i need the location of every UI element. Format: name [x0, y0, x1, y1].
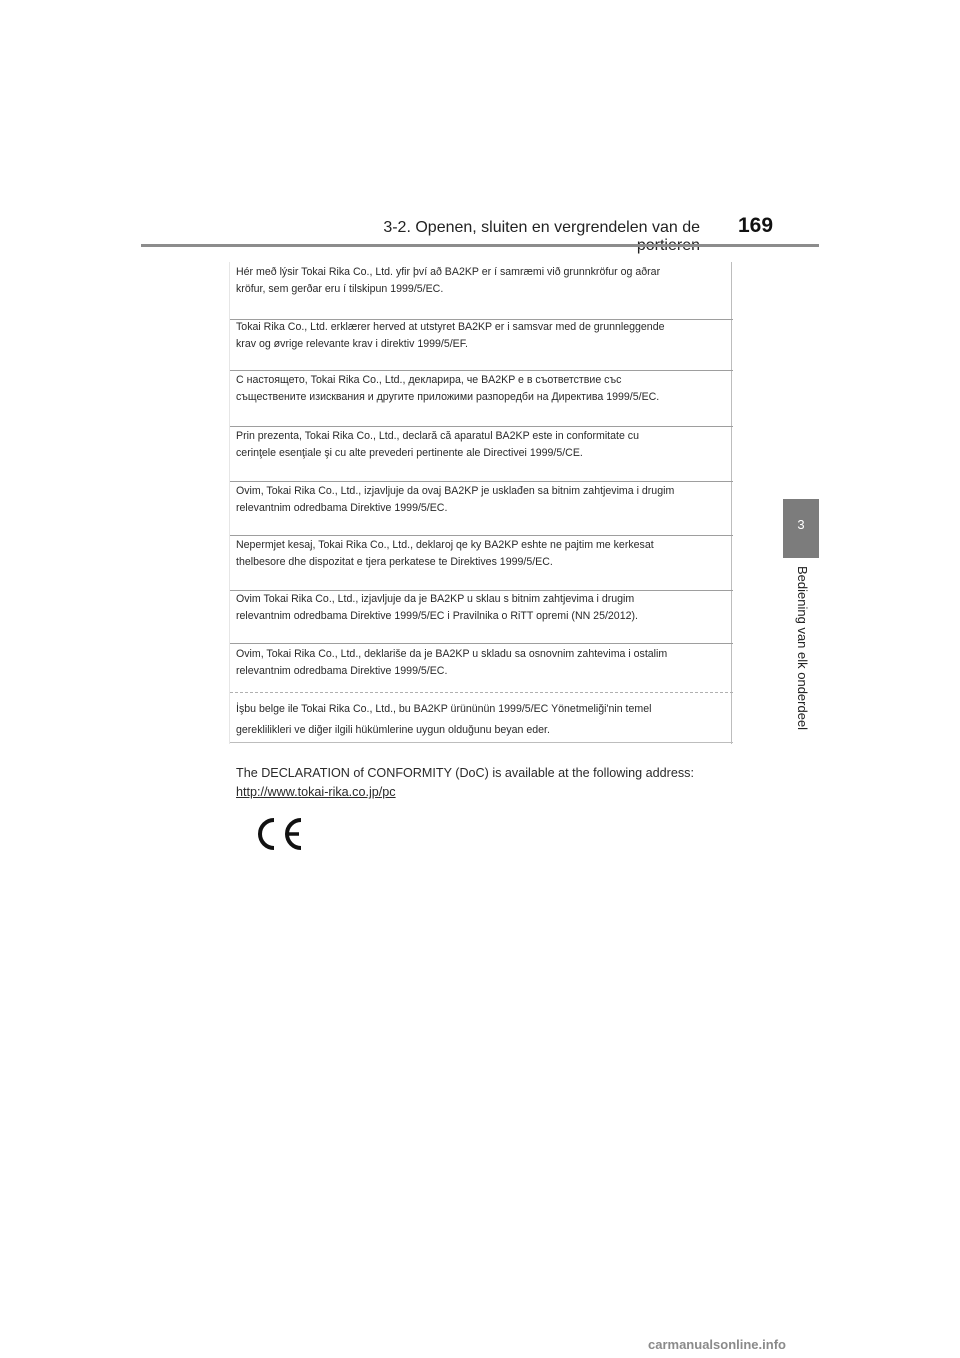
- declaration-norwegian: [230, 319, 733, 353]
- declaration-line: Ovim, Tokai Rika Co., Ltd., izjavljuje da ovaj BA2KP je usklađen sa bitnim zahtjevima i drugim: [236, 485, 675, 497]
- declaration-line: gereklilikleri ve diğer ilgili hükümlerine uygun olduğunu beyan eder.: [236, 724, 550, 736]
- declaration-line: relevantnim odredbama Direktive 1999/5/EC.: [236, 665, 448, 677]
- declaration-line: Tokai Rika Co., Ltd. erklærer herved at utstyret BA2KP er i samsvar med de grunnleggende: [236, 321, 665, 333]
- declaration-albanian: [230, 537, 733, 571]
- header-divider: [141, 244, 819, 247]
- row-divider: [230, 643, 733, 644]
- declaration-croatian: [230, 591, 733, 625]
- declaration-line: Hér með lýsir Tokai Rika Co., Ltd. yfir því að BA2KP er í samræmi við grunnkröfur og aðrar: [236, 266, 661, 278]
- declaration-line: cerinţele esenţiale şi cu alte prevederi pertinente ale Directivei 1999/5/CE.: [236, 447, 583, 459]
- declaration-bosnian: [230, 483, 733, 517]
- declaration-line: Ovim Tokai Rika Co., Ltd., izjavljuje da je BA2KP u sklau s bitnim zahtjevima i drugim: [236, 593, 635, 605]
- row-divider: [230, 426, 733, 427]
- declaration-line: съществените изисквания и другите приложими разпоредби на Директива 1999/5/EC.: [236, 391, 660, 403]
- row-divider: [230, 742, 733, 743]
- doc-statement: The DECLARATION of CONFORMITY (DoC) is available at the following address:: [236, 766, 694, 780]
- declaration-romanian: [230, 428, 733, 462]
- page-section-title: 3-2. Openen, sluiten en vergrendelen van de: [383, 219, 700, 236]
- declaration-serbian: [230, 646, 733, 680]
- ce-mark-icon: [252, 816, 304, 852]
- declaration-line: С настоящето, Tokai Rika Co., Ltd., декларира, че BA2KP е в съответствие със: [236, 374, 622, 386]
- declaration-line: thelbesore dhe dispozitat e tjera perkatese te Direktives 1999/5/EC.: [236, 556, 553, 568]
- declaration-line: Prin prezenta, Tokai Rika Co., Ltd., declară că aparatul BA2KP este in conformitate cu: [236, 430, 639, 442]
- declaration-icelandic: [230, 264, 733, 298]
- doc-url-link[interactable]: http://www.tokai-rika.co.jp/pc: [236, 785, 396, 799]
- chapter-tab: 3: [783, 499, 819, 558]
- row-divider: [230, 370, 733, 371]
- declaration-line: kröfur, sem gerðar eru í tilskipun 1999/5/EC.: [236, 283, 444, 295]
- page-number: 169: [738, 214, 774, 237]
- declaration-line: relevantnim odredbama Direktive 1999/5/EC.: [236, 502, 448, 514]
- declaration-line: relevantnim odredbama Direktive 1999/5/EC i Pravilnika o RiTT opremi (NN 25/2012).: [236, 610, 638, 622]
- declaration-line: Nepermjet kesaj, Tokai Rika Co., Ltd., deklaroj qe ky BA2KP eshte ne pajtim me kerkesat: [236, 539, 654, 551]
- chapter-label: Bediening van elk onderdeel: [795, 566, 810, 731]
- row-divider: [230, 692, 733, 694]
- declaration-turkish: [230, 701, 733, 739]
- declaration-bulgarian: [230, 372, 733, 406]
- declaration-line: İşbu belge ile Tokai Rika Co., Ltd., bu BA2KP ürününün 1999/5/EC Yönetmeliği'nin temel: [236, 703, 652, 715]
- declarations-box: [229, 262, 732, 744]
- watermark: carmanualsonline.info: [648, 1337, 786, 1352]
- row-divider: [230, 481, 733, 482]
- declaration-line: Ovim, Tokai Rika Co., Ltd., deklariše da je BA2KP u skladu sa osnovnim zahtevima i ostalim: [236, 648, 668, 660]
- declaration-line: krav og øvrige relevante krav i direktiv 1999/5/EF.: [236, 338, 468, 350]
- row-divider: [230, 535, 733, 536]
